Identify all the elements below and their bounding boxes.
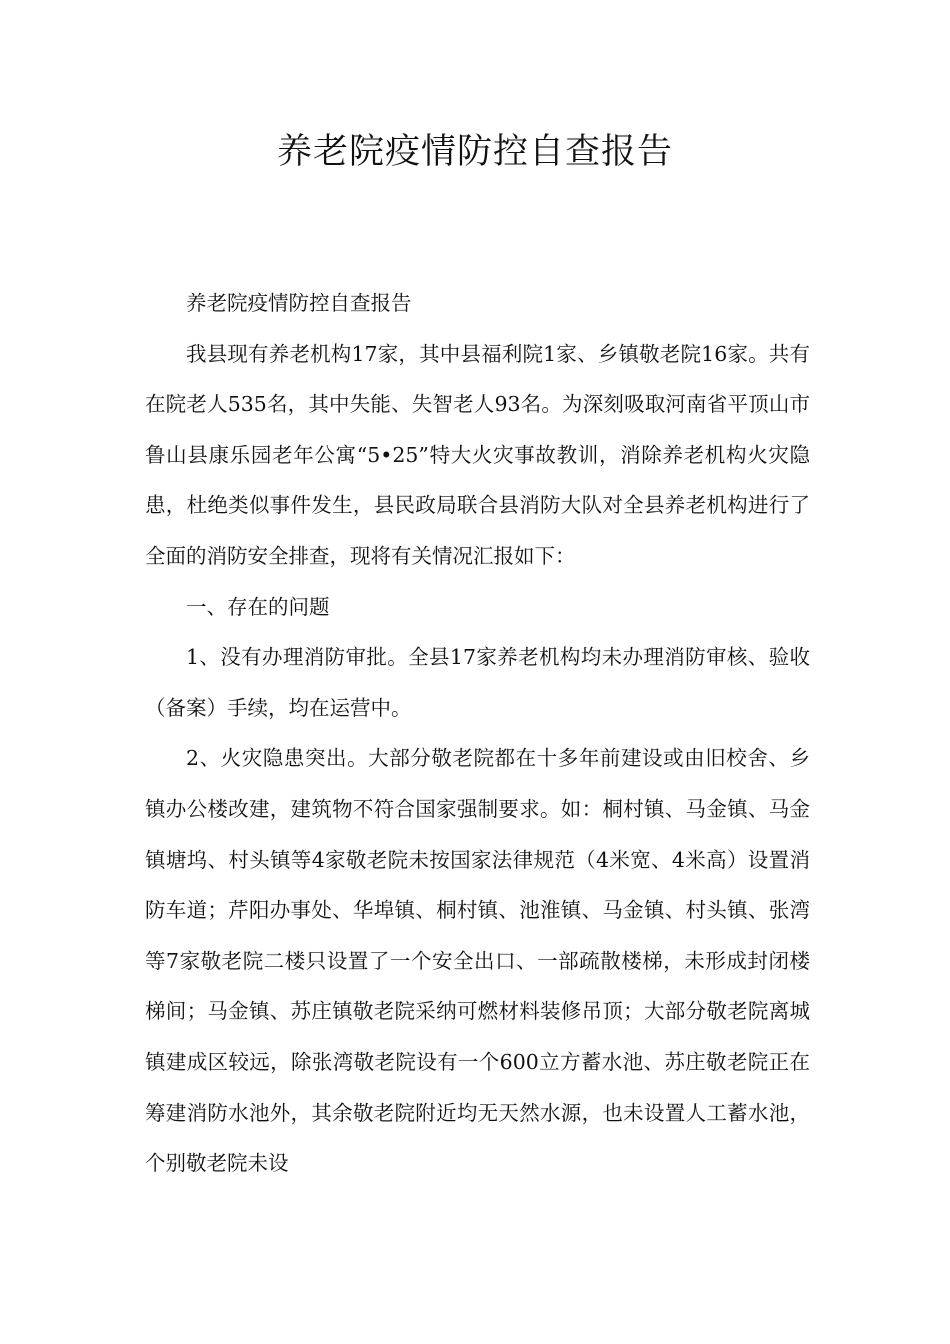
paragraph-overview: 我县现有养老机构17家，其中县福利院1家、乡镇敬老院16家。共有在院老人535名，其中失能、失智老人93名。为深刻吸取河南省平顶山市鲁山县康乐园老年公寓“5•25”特大火灾事故教训，消除养老机构火灾隐患，杜绝类似事件发生，县民政局联合县消防大队对全县养老机构进行了全面的消防安全排查，现将有关情况汇报如下：: [145, 341, 810, 568]
document-title: 养老院疫情防控自查报告: [276, 132, 673, 172]
paragraph-item-2: 2、火灾隐患突出。大部分敬老院都在十多年前建设或由旧校舍、乡镇办公楼改建，建筑物不符合国家强制要求。如：桐村镇、马金镇、马金镇塘坞、村头镇等4家敬老院未按国家法律规范（4米宽、4米高）设置消防车道；芹阳办事处、华埠镇、桐村镇、池淮镇、马金镇、村头镇、张湾等7家敬老院二楼只设置了一个安全出口、一部疏散楼梯，未形成封闭楼梯间；马金镇、苏庄镇敬老院采纳可燃材料装修吊顶；大部分敬老院离城镇建成区较远，除张湾敬老院设有一个600立方蓄水池、苏庄敬老院正在筹建消防水池外，其余敬老院附近均无天然水源，也未设置人工蓄水池，个别敬老院未设: [145, 746, 810, 1176]
paragraph-heading: 养老院疫情防控自查报告: [186, 291, 412, 315]
document-body: [145, 278, 810, 1189]
paragraph-item-1: 1、没有办理消防审批。全县17家养老机构均未办理消防审核、验收（备案）手续，均在运营中。: [145, 645, 810, 720]
section-heading-problems: 一、存在的问题: [186, 594, 330, 619]
